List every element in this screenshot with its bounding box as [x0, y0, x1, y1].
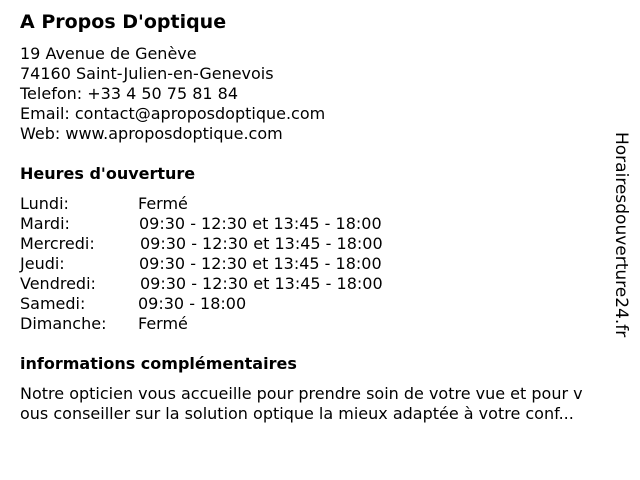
time-value: 09:30 - 12:30 et 13:45 - 18:00	[140, 234, 383, 253]
hours-row-friday	[20, 274, 480, 294]
day-label: Lundi:	[20, 194, 69, 213]
additional-info-text	[20, 384, 630, 424]
time-value: 09:30 - 12:30 et 13:45 - 18:00	[139, 214, 382, 233]
day-label: Mercredi:	[20, 234, 95, 253]
day-label: Samedi:	[20, 294, 86, 313]
hours-row-thursday	[20, 254, 480, 274]
opening-hours-table	[20, 194, 480, 334]
day-label: Vendredi:	[20, 274, 96, 293]
web-text: Web: www.aproposdoptique.com	[20, 124, 283, 143]
phone-text: Telefon: +33 4 50 75 81 84	[20, 84, 239, 103]
day-label: Mardi:	[20, 214, 70, 233]
opening-hours-heading: Heures d'ouverture	[20, 164, 196, 183]
address-line-1: 19 Avenue de Genève	[20, 44, 197, 63]
site-watermark: Horairesdouverture24.fr	[611, 132, 631, 338]
time-value: 09:30 - 12:30 et 13:45 - 18:00	[140, 274, 383, 293]
hours-row-monday	[20, 194, 480, 214]
email-text: Email: contact@aproposdoptique.com	[20, 104, 326, 123]
day-label: Dimanche:	[20, 314, 107, 333]
hours-row-tuesday	[20, 214, 480, 234]
hours-row-wednesday	[20, 234, 480, 254]
additional-info-heading: informations complémentaires	[20, 354, 297, 373]
time-value: Fermé	[138, 314, 188, 333]
contact-block	[20, 44, 325, 144]
hours-row-saturday	[20, 294, 480, 314]
description-line-1: Notre opticien vous accueille pour prendre soin de votre vue et pour v	[20, 384, 583, 403]
time-value: 09:30 - 18:00	[138, 294, 247, 313]
day-label: Jeudi:	[20, 254, 65, 273]
hours-row-sunday	[20, 314, 480, 334]
address-line-2: 74160 Saint-Julien-en-Genevois	[20, 64, 274, 83]
time-value: Fermé	[138, 194, 188, 213]
page-title: A Propos D'optique	[20, 11, 227, 33]
time-value: 09:30 - 12:30 et 13:45 - 18:00	[139, 254, 382, 273]
description-line-2: ous conseiller sur la solution optique la mieux adaptée à votre conf...	[20, 404, 574, 423]
